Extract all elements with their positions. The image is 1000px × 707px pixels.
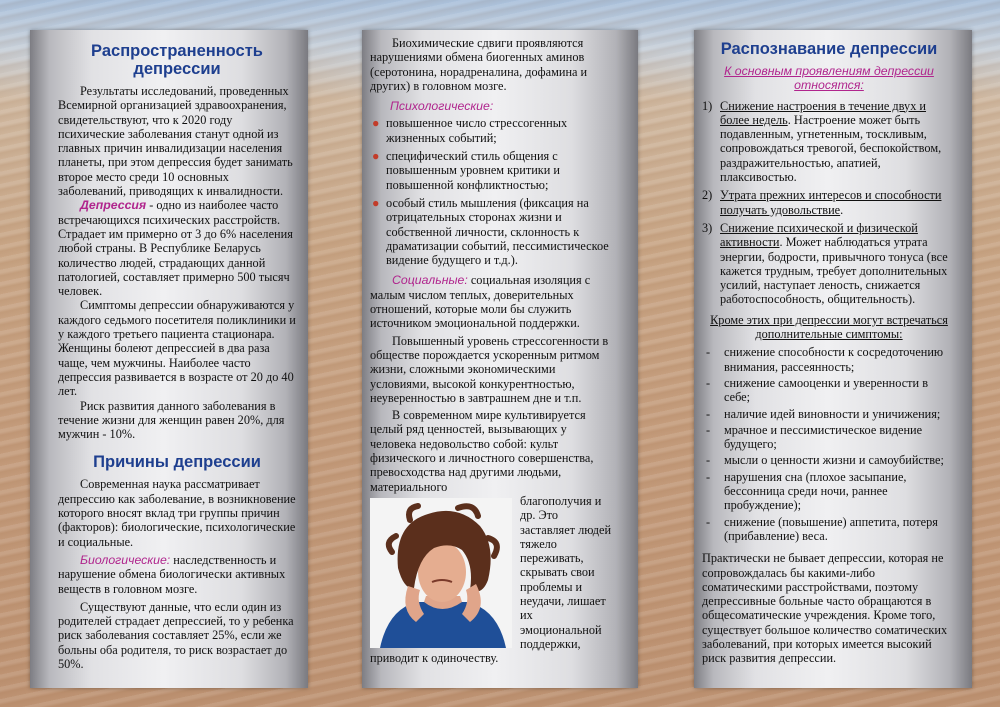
item-heading: Утрата прежних интересов и способности получать удовольствие	[720, 188, 942, 217]
list-item-text: мысли о ценности жизни и самоубийстве;	[724, 453, 944, 468]
list-item-text: снижение способности к сосредоточению внимания, рассеянность;	[724, 345, 944, 374]
list-item: - снижение самооценки и уверенности в себе;	[706, 375, 929, 405]
additional-symptoms-heading	[708, 313, 950, 342]
item-text: . Может наблюдаться утрата энергии, бодрости, привычного тонуса (все кажется трудным, требует дополнительных усилий, наступает леность, снижается работоспособность, общительность).	[720, 235, 948, 307]
depression-definition: - одно из наиболее часто встречающихся психических расстройств. Страдает им примерно от 3 до 6% населения любой страны. В Республике Беларусь количество людей, страдающих данной патологией, составляет примерно 500 тысяч человек.	[58, 198, 293, 299]
psychological-list	[370, 116, 616, 267]
list-item: - наличие идей виновности и уничижения;	[706, 406, 941, 421]
list-item: - мысли о ценности жизни и самоубийстве;	[706, 453, 944, 468]
list-item-text: снижение самооценки и уверенности в себе;	[724, 375, 929, 405]
item-number: 2)	[702, 188, 713, 203]
prevalence-para-2	[58, 198, 296, 298]
list-item: - мрачное и пессимистическое видение будущего;	[706, 422, 923, 452]
item-number: 1)	[702, 98, 713, 113]
symptoms-list	[702, 345, 956, 543]
list-item	[370, 116, 616, 145]
right-panel	[694, 30, 972, 688]
middle-panel	[362, 30, 638, 688]
item-heading: Снижение настроения в течение двух и более недель	[720, 98, 927, 127]
social-para	[370, 273, 616, 330]
list-item-text: повышенное число стрессогенных жизненных событий;	[386, 116, 568, 145]
somatic-para: Практически не бывает депрессии, которая не сопровождалась бы какими-либо соматическими расстройствами, поэтому депрессивные больные часто обращаются в общесоматические учреждения. Кроме того, существует большое количество соматических заболеваний, при которых имеется высокий риск развития депрессии.	[702, 551, 948, 666]
list-item-text: особый стиль мышления (фиксация на отрицательных сторонах жизни и собственной личности, склонность к драматизации событий, пессимистическое видение будущего и т.д.).	[386, 195, 609, 268]
list-item	[702, 188, 956, 217]
psychological-term: Психологические:	[390, 99, 494, 114]
distressed-woman-photo	[370, 498, 512, 648]
social-text: социальная изоляция с малым числом теплых, доверительных отношений, которые моли бы служить источником эмоциональной поддержки.	[370, 273, 591, 331]
manifestations-list	[702, 99, 956, 307]
social-term: Социальные:	[392, 273, 468, 288]
psychological-heading	[390, 99, 616, 113]
stress-para: Повышенный уровень стрессогенности в обществе порождается ускоренным ритмом жизни, сложными экономическими условиями, высокой конкурентностью, неуверенностью в завтрашнем дне и т.п.	[370, 333, 609, 405]
list-item	[702, 99, 956, 185]
list-item: - снижение (повышение) аппетита, потеря (прибавление) веса.	[706, 514, 938, 543]
manifestations-subtitle	[702, 64, 956, 93]
item-text: .	[840, 202, 844, 217]
list-item-text: снижение (повышение) аппетита, потеря (прибавление) веса.	[724, 514, 938, 543]
causes-heading: Причины депрессии	[93, 453, 261, 472]
isolation-para: благополучия и др. Это заставляет людей тяжело переживать, скрывать свои проблемы и неудачи, лишает их эмоциональной поддержки, приводит к одиночеству.	[370, 493, 612, 666]
causes-para-1: Современная наука рассматривает депрессию как заболевание, в возникновение которого вносят вклад три группы причин (факторов): биологические, психологические и социальные.	[58, 477, 296, 549]
biological-text: наследственность и нарушение обмена биологически активных веществ в головном мозге.	[58, 552, 286, 596]
biochem-para: Биохимические сдвиги проявляются нарушениями обмена биогенных аминов (серотонина, норадреналина, дофамина и других) в головном мозге.	[370, 36, 588, 93]
list-item-text: наличие идей виновности и уничижения;	[724, 406, 941, 421]
causes-para-bio	[58, 553, 296, 596]
list-item: - снижение способности к сосредоточению внимания, рассеянность;	[706, 345, 944, 374]
list-item: - нарушения сна (плохое засыпание, бессонница среди ночи, раннее пробуждение);	[706, 469, 907, 513]
values-para: В современном мире культивируется целый ряд ценностей, вызывающих у человека недовольство собой: культ физического и личностного совершенства, превосходства над другими людьми, материального	[370, 408, 594, 494]
prevalence-heading: Распространенность депрессии	[91, 42, 263, 78]
item-heading: Снижение психической и физической активности	[720, 220, 918, 250]
depression-term: Депрессия	[80, 198, 147, 213]
additional-symptoms-text: Кроме этих при депрессии могут встречаться дополнительные симптомы:	[710, 312, 948, 342]
causes-para-heredity: Существуют данные, что если один из родителей страдает депрессией, то у ребенка риск заболевания составляет 25%, если же больны оба родителя, то риск возрастает до 50%.	[58, 599, 294, 671]
recognition-heading: Распознавание депрессии	[720, 40, 938, 58]
bullet-dot-icon: ●	[372, 149, 380, 164]
biological-term: Биологические:	[80, 552, 171, 567]
list-item-text: нарушения сна (плохое засыпание, бессонница среди ночи, раннее пробуждение);	[724, 469, 907, 513]
bullet-dot-icon: ●	[372, 116, 380, 131]
left-panel	[30, 30, 308, 688]
prevalence-para-3: Симптомы депрессии обнаруживаются у каждого седьмого посетителя поликлиники и у каждого третьего пациента стационара. Женщины болеют депрессией в два раза чаще, чем мужчины. Наиболее часто депрессия развивается в возрасте от 20 до 40 лет.	[58, 298, 296, 399]
list-item-text: мрачное и пессимистическое видение будущего;	[724, 422, 923, 452]
bullet-dot-icon: ●	[372, 195, 380, 210]
prevalence-para-1: Результаты исследований, проведенных Всемирной организацией здравоохранения, свидетельствуют, что к 2020 году психические заболевания станут одной из главных причин инвалидизации населения планеты, при этом депрессия будет занимать второе место среди 10 основных заболеваний, приводящих к инвалидности.	[58, 84, 293, 199]
prevalence-para-4: Риск развития данного заболевания в течение жизни для женщин равен 20%, для мужчин - 10%.	[58, 398, 285, 442]
manifestations-subtitle-text: К основным проявлениям депрессии относятся:	[724, 64, 934, 93]
list-item	[370, 196, 616, 267]
item-number: 3)	[702, 220, 713, 235]
list-item	[702, 221, 956, 307]
item-text: . Настроение может быть подавленным, угнетенным, тоскливым, сопровождаться тревогой, беспокойством, раздражительностью, апатией, плаксивостью.	[720, 112, 942, 185]
list-item-text: специфический стиль общения с повышенным уровнем критики и повышенной конфликтностью;	[386, 149, 561, 192]
list-item	[370, 149, 616, 192]
